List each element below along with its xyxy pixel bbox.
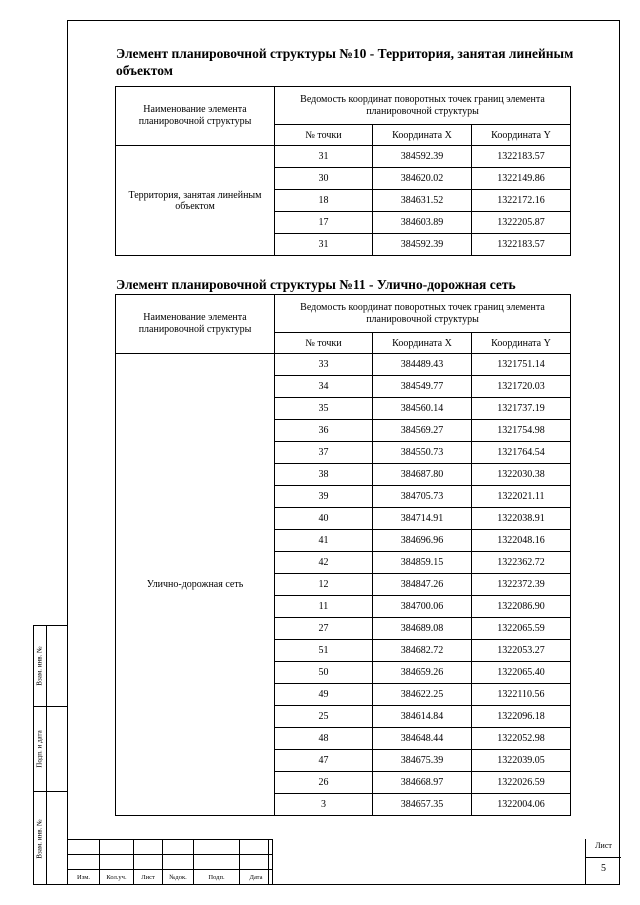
- coordinate-y-cell: 1321764.54: [472, 442, 571, 464]
- coordinate-x-cell: 384659.26: [373, 662, 472, 684]
- coordinate-y-cell: 1322362.72: [472, 552, 571, 574]
- coordinate-y-cell: 1322038.91: [472, 508, 571, 530]
- coordinate-x-cell: 384631.52: [373, 190, 472, 212]
- coordinate-y-cell: 1322172.16: [472, 190, 571, 212]
- coordinate-x-cell: 384620.02: [373, 168, 472, 190]
- coordinate-y-cell: 1322110.56: [472, 684, 571, 706]
- point-number-cell: 50: [275, 662, 373, 684]
- coordinate-y-cell: 1321751.14: [472, 354, 571, 376]
- header-group: Ведомость координат поворотных точек границ элемента планировочной структуры: [275, 295, 571, 333]
- stamp-column-label: Лист: [134, 870, 163, 885]
- header-point: № точки: [275, 125, 373, 146]
- point-number-cell: 37: [275, 442, 373, 464]
- coordinate-x-cell: 384657.35: [373, 794, 472, 816]
- side-label-replace-inv-2: Взам. инв. №: [36, 818, 45, 859]
- coordinate-y-cell: 1321720.03: [472, 376, 571, 398]
- point-number-cell: 42: [275, 552, 373, 574]
- sheet-number: 5: [601, 863, 606, 874]
- coordinate-x-cell: 384592.39: [373, 146, 472, 168]
- coordinate-x-cell: 384847.26: [373, 574, 472, 596]
- point-number-cell: 33: [275, 354, 373, 376]
- coordinate-y-cell: 1322048.16: [472, 530, 571, 552]
- section-11-title: Элемент планировочной структуры №11 - Улично-дорожная сеть: [116, 277, 516, 292]
- coordinate-x-cell: 384648.44: [373, 728, 472, 750]
- title-block: [67, 839, 620, 885]
- header-element-name: Наименование элемента планировочной структуры: [116, 295, 275, 354]
- point-number-cell: 31: [275, 234, 373, 256]
- header-element-name: Наименование элемента планировочной структуры: [116, 87, 275, 146]
- coordinate-y-cell: 1321737.19: [472, 398, 571, 420]
- coordinate-y-cell: 1322030.38: [472, 464, 571, 486]
- coordinate-y-cell: 1322026.59: [472, 772, 571, 794]
- title-block-main: [268, 839, 586, 885]
- coordinate-x-cell: 384682.72: [373, 640, 472, 662]
- coordinate-y-cell: 1322065.59: [472, 618, 571, 640]
- coordinate-x-cell: 384696.96: [373, 530, 472, 552]
- point-number-cell: 26: [275, 772, 373, 794]
- point-number-cell: 12: [275, 574, 373, 596]
- point-number-cell: 39: [275, 486, 373, 508]
- point-number-cell: 36: [275, 420, 373, 442]
- point-number-cell: 40: [275, 508, 373, 530]
- coordinate-x-cell: 384668.97: [373, 772, 472, 794]
- point-number-cell: 18: [275, 190, 373, 212]
- point-number-cell: 11: [275, 596, 373, 618]
- sheet-box: [585, 839, 621, 885]
- element-name-cell: Улично-дорожная сеть: [116, 354, 275, 816]
- table-row: [116, 354, 571, 376]
- stamp-column-label: №док.: [163, 870, 194, 885]
- coordinate-y-cell: 1322086.90: [472, 596, 571, 618]
- coordinate-x-cell: 384549.77: [373, 376, 472, 398]
- coordinate-y-cell: 1322065.40: [472, 662, 571, 684]
- coordinate-x-cell: 384859.15: [373, 552, 472, 574]
- coordinates-table-10: [115, 86, 571, 256]
- coordinate-x-cell: 384714.91: [373, 508, 472, 530]
- side-stamp: [33, 625, 67, 885]
- point-number-cell: 48: [275, 728, 373, 750]
- header-y: Координата Y: [472, 333, 571, 354]
- element-name-cell: Территория, занятая линейным объектом: [116, 146, 275, 256]
- side-label-replace-inv-1: Взам. инв. №: [36, 646, 45, 686]
- side-label-sign-date: Подп. и дата: [36, 729, 44, 768]
- point-number-cell: 38: [275, 464, 373, 486]
- coordinate-x-cell: 384603.89: [373, 212, 472, 234]
- coordinate-x-cell: 384687.80: [373, 464, 472, 486]
- stamp-column-label: Кол.уч.: [100, 870, 134, 885]
- coordinate-y-cell: 1322052.98: [472, 728, 571, 750]
- coordinate-x-cell: 384614.84: [373, 706, 472, 728]
- coordinate-y-cell: 1322183.57: [472, 234, 571, 256]
- point-number-cell: 25: [275, 706, 373, 728]
- coordinate-y-cell: 1322096.18: [472, 706, 571, 728]
- point-number-cell: 49: [275, 684, 373, 706]
- coordinate-x-cell: 384489.43: [373, 354, 472, 376]
- coordinate-y-cell: 1322004.06: [472, 794, 571, 816]
- coordinate-x-cell: 384569.27: [373, 420, 472, 442]
- coordinate-y-cell: 1321754.98: [472, 420, 571, 442]
- coordinate-x-cell: 384675.39: [373, 750, 472, 772]
- coordinate-x-cell: 384689.08: [373, 618, 472, 640]
- section-10-title: Элемент планировочной структуры №10 - Территория, занятая линейным объектом: [116, 46, 574, 78]
- point-number-cell: 27: [275, 618, 373, 640]
- coordinates-table-11: [115, 294, 571, 816]
- stamp-column-label: Изм.: [68, 870, 100, 885]
- header-y: Координата Y: [472, 125, 571, 146]
- point-number-cell: 35: [275, 398, 373, 420]
- point-number-cell: 47: [275, 750, 373, 772]
- header-x: Координата X: [373, 125, 472, 146]
- coordinate-y-cell: 1322183.57: [472, 146, 571, 168]
- header-group: Ведомость координат поворотных точек границ элемента планировочной структуры: [275, 87, 571, 125]
- coordinate-x-cell: 384550.73: [373, 442, 472, 464]
- coordinate-y-cell: 1322372.39: [472, 574, 571, 596]
- table-row: [116, 146, 571, 168]
- coordinate-x-cell: 384622.25: [373, 684, 472, 706]
- point-number-cell: 34: [275, 376, 373, 398]
- point-number-cell: 17: [275, 212, 373, 234]
- coordinate-y-cell: 1322039.05: [472, 750, 571, 772]
- coordinate-x-cell: 384705.73: [373, 486, 472, 508]
- point-number-cell: 30: [275, 168, 373, 190]
- coordinate-y-cell: 1322053.27: [472, 640, 571, 662]
- coordinate-x-cell: 384560.14: [373, 398, 472, 420]
- point-number-cell: 51: [275, 640, 373, 662]
- stamp-column-label: Подп.: [194, 870, 240, 885]
- sheet-label: Лист: [595, 841, 612, 850]
- coordinate-x-cell: 384592.39: [373, 234, 472, 256]
- coordinate-y-cell: 1322021.11: [472, 486, 571, 508]
- coordinate-y-cell: 1322149.86: [472, 168, 571, 190]
- stamp-column-label: Дата: [240, 870, 273, 885]
- point-number-cell: 41: [275, 530, 373, 552]
- point-number-cell: 31: [275, 146, 373, 168]
- header-point: № точки: [275, 333, 373, 354]
- header-x: Координата X: [373, 333, 472, 354]
- coordinate-x-cell: 384700.06: [373, 596, 472, 618]
- point-number-cell: 3: [275, 794, 373, 816]
- coordinate-y-cell: 1322205.87: [472, 212, 571, 234]
